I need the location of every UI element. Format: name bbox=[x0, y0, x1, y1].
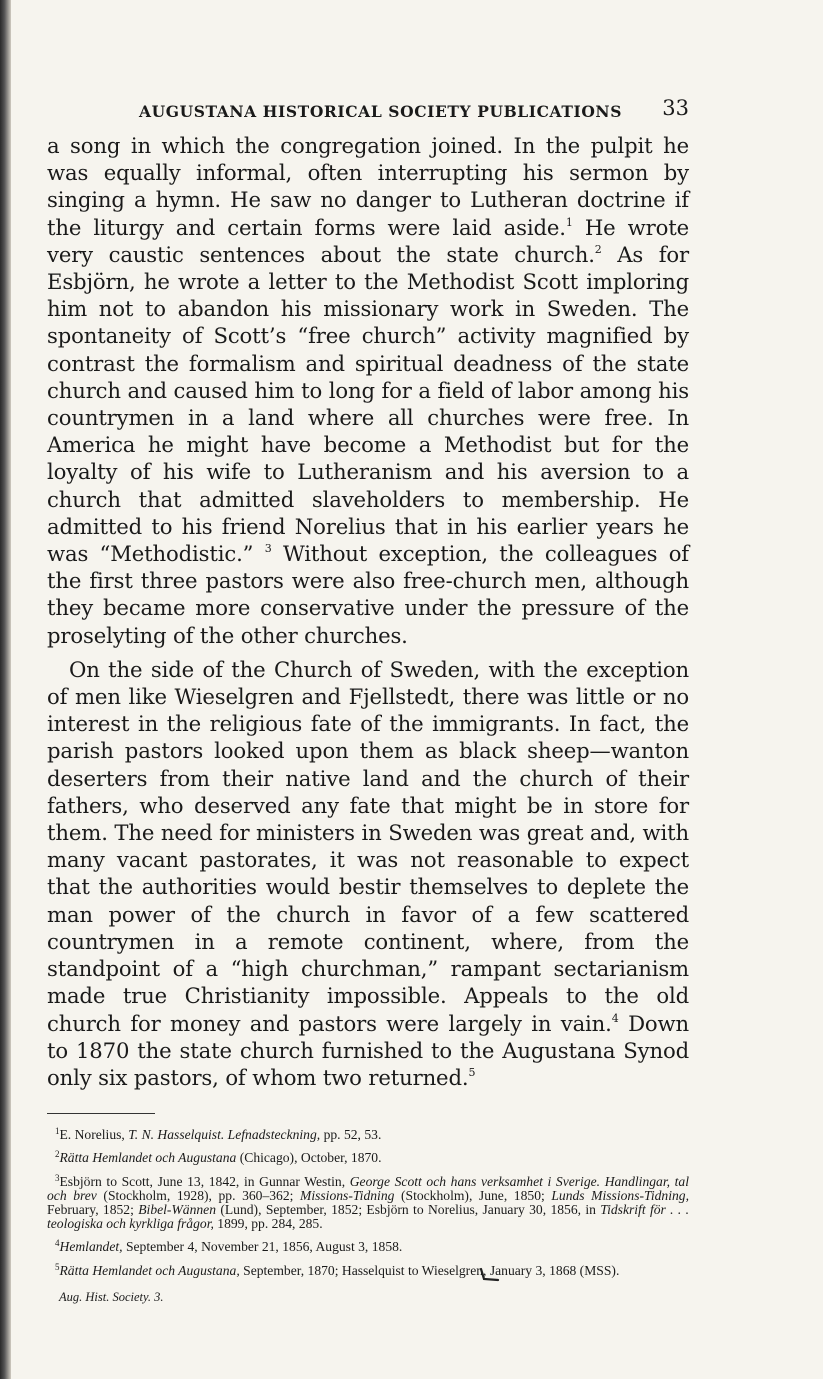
footnote-reference: 2 bbox=[594, 242, 602, 256]
paragraph-text: He wrote very caustic sentences about the state church. bbox=[47, 214, 690, 267]
paragraph-text: Down to 1870 the state church furnished to the Augustana Synod only six pastors, of whom two returned. bbox=[47, 1010, 689, 1090]
footnote-text: (Chicago), October, 1870. bbox=[236, 1150, 382, 1166]
footnote-text: (Stockholm, 1928), pp. 360–362; bbox=[96, 1187, 300, 1203]
footnote bbox=[47, 1261, 689, 1278]
paragraph bbox=[47, 132, 689, 649]
footnote-title: Rätta Hemlandet och Augustana bbox=[59, 1150, 237, 1166]
page-number: 33 bbox=[662, 96, 689, 120]
footnote-title: Bibel-Wännen bbox=[138, 1201, 216, 1217]
footnote bbox=[47, 1151, 689, 1165]
footnote bbox=[47, 1128, 689, 1142]
footnote-text: (Stockholm), June, 1850; bbox=[394, 1187, 552, 1203]
footnote bbox=[47, 1240, 689, 1254]
footnote-text: September, 1870; Hasselquist to Wieselgren, January 3, 1868 (MSS). bbox=[239, 1262, 620, 1278]
footnote-title: Lunds Missions-Tidning, bbox=[551, 1187, 689, 1203]
footnote-number: 2 bbox=[55, 1149, 60, 1160]
signature-mark: Aug. Hist. Society. 3. bbox=[59, 1289, 164, 1304]
paragraph bbox=[47, 656, 689, 1091]
footnote-title: T. N. Hasselquist. Lefnadsteckning, bbox=[128, 1127, 321, 1143]
footnote-number: 1 bbox=[55, 1126, 60, 1137]
footnote-reference: 5 bbox=[468, 1065, 476, 1079]
page-binding-edge bbox=[0, 0, 11, 1379]
running-title: AUGUSTANA HISTORICAL SOCIETY PUBLICATIONS bbox=[139, 102, 622, 121]
footnote-number: 4 bbox=[55, 1238, 60, 1249]
footnote-reference: 3 bbox=[264, 542, 272, 556]
footnote-number: 5 bbox=[55, 1261, 60, 1272]
document-page bbox=[47, 96, 689, 1305]
footnote-text: September 4, November 21, 1856, August 3, 1858. bbox=[122, 1239, 403, 1255]
footnotes bbox=[47, 1128, 689, 1278]
footnote-text: 1899, pp. 284, 285. bbox=[213, 1216, 323, 1232]
footnote-reference: 4 bbox=[611, 1011, 619, 1025]
body-text bbox=[47, 132, 689, 1091]
footnote-text: (Lund), September, 1852; Esbjörn to Norelius, January 30, 1856, in bbox=[216, 1201, 601, 1217]
paragraph-text: On the side of the Church of Sweden, with the exception of men like Wieselgren and Fjellstedt, there was little or no interest in the religious fate of the immigrants. In fact, the parish pastors looked upon them as black sheep—wanton deserters from their native land and the church of their fathers, who deserved any fate that might be in store for them. The need for ministers in Sweden was great and, with many vacant pastorates, it was not reasonable to expect that the authorities would bestir themselves to deplete the man power of the church in favor of a few scattered countrymen in a remote continent, where, from the standpoint of a “high churchman,” rampant sectarianism made true Christianity impossible. Appeals to the old church for money and pastors were largely in vain. bbox=[47, 656, 689, 1036]
paragraph-text: As for Esbjörn, he wrote a letter to the Methodist Scott imploring him not to abandon his missionary work in Sweden. The spontaneity of Scott’s “free church” activity magnified by contrast the formalism and spiritual deadness of the state church and caused him to long for a field of labor among his countrymen in a land where all churches were free. In America he might have become a Methodist but for the loyalty of his wife to Lutheranism and his aversion to a church that admitted slaveholders to membership. He admitted to his friend Norelius that in his earlier years he was “Methodistic.” bbox=[47, 241, 689, 567]
footnote-text: Esbjörn to Scott, June 13, 1842, in Gunnar Westin, bbox=[59, 1173, 350, 1189]
footnote-title: Tidskrift för . . . teologiska och kyrkliga frågor, bbox=[47, 1201, 690, 1232]
footnote-title: Hemlandet, bbox=[59, 1239, 123, 1255]
paragraph-text: a song in which the congregation joined. In the pulpit he was equally informal, often interrupting his sermon by singing a hymn. He saw no danger to Lutheran doctrine if the liturgy and certain forms were laid aside. bbox=[47, 133, 689, 240]
footnote-number: 3 bbox=[55, 1172, 60, 1183]
footnote bbox=[47, 1172, 690, 1232]
footnote-text: E. Norelius, bbox=[59, 1127, 129, 1143]
footnote-title: Missions-Tidning bbox=[300, 1187, 395, 1203]
pencil-mark-icon bbox=[479, 1267, 501, 1283]
footnote-title: Rätta Hemlandet och Augustana, bbox=[59, 1262, 240, 1278]
footnote-text: February, 1852; bbox=[47, 1201, 139, 1217]
footnote-rule bbox=[47, 1113, 155, 1114]
footnote-reference: 1 bbox=[565, 215, 573, 229]
footnote-title: George Scott och hans verksamhet i Sverige. Handlingar, tal och brev bbox=[47, 1173, 689, 1203]
paragraph-text: Without exception, the colleagues of the first three pastors were also free-church men, although they became more conservative under the pressure of the proselyting of the other churches. bbox=[47, 541, 689, 648]
running-head bbox=[139, 96, 689, 124]
footnote-text: pp. 52, 53. bbox=[320, 1127, 382, 1143]
